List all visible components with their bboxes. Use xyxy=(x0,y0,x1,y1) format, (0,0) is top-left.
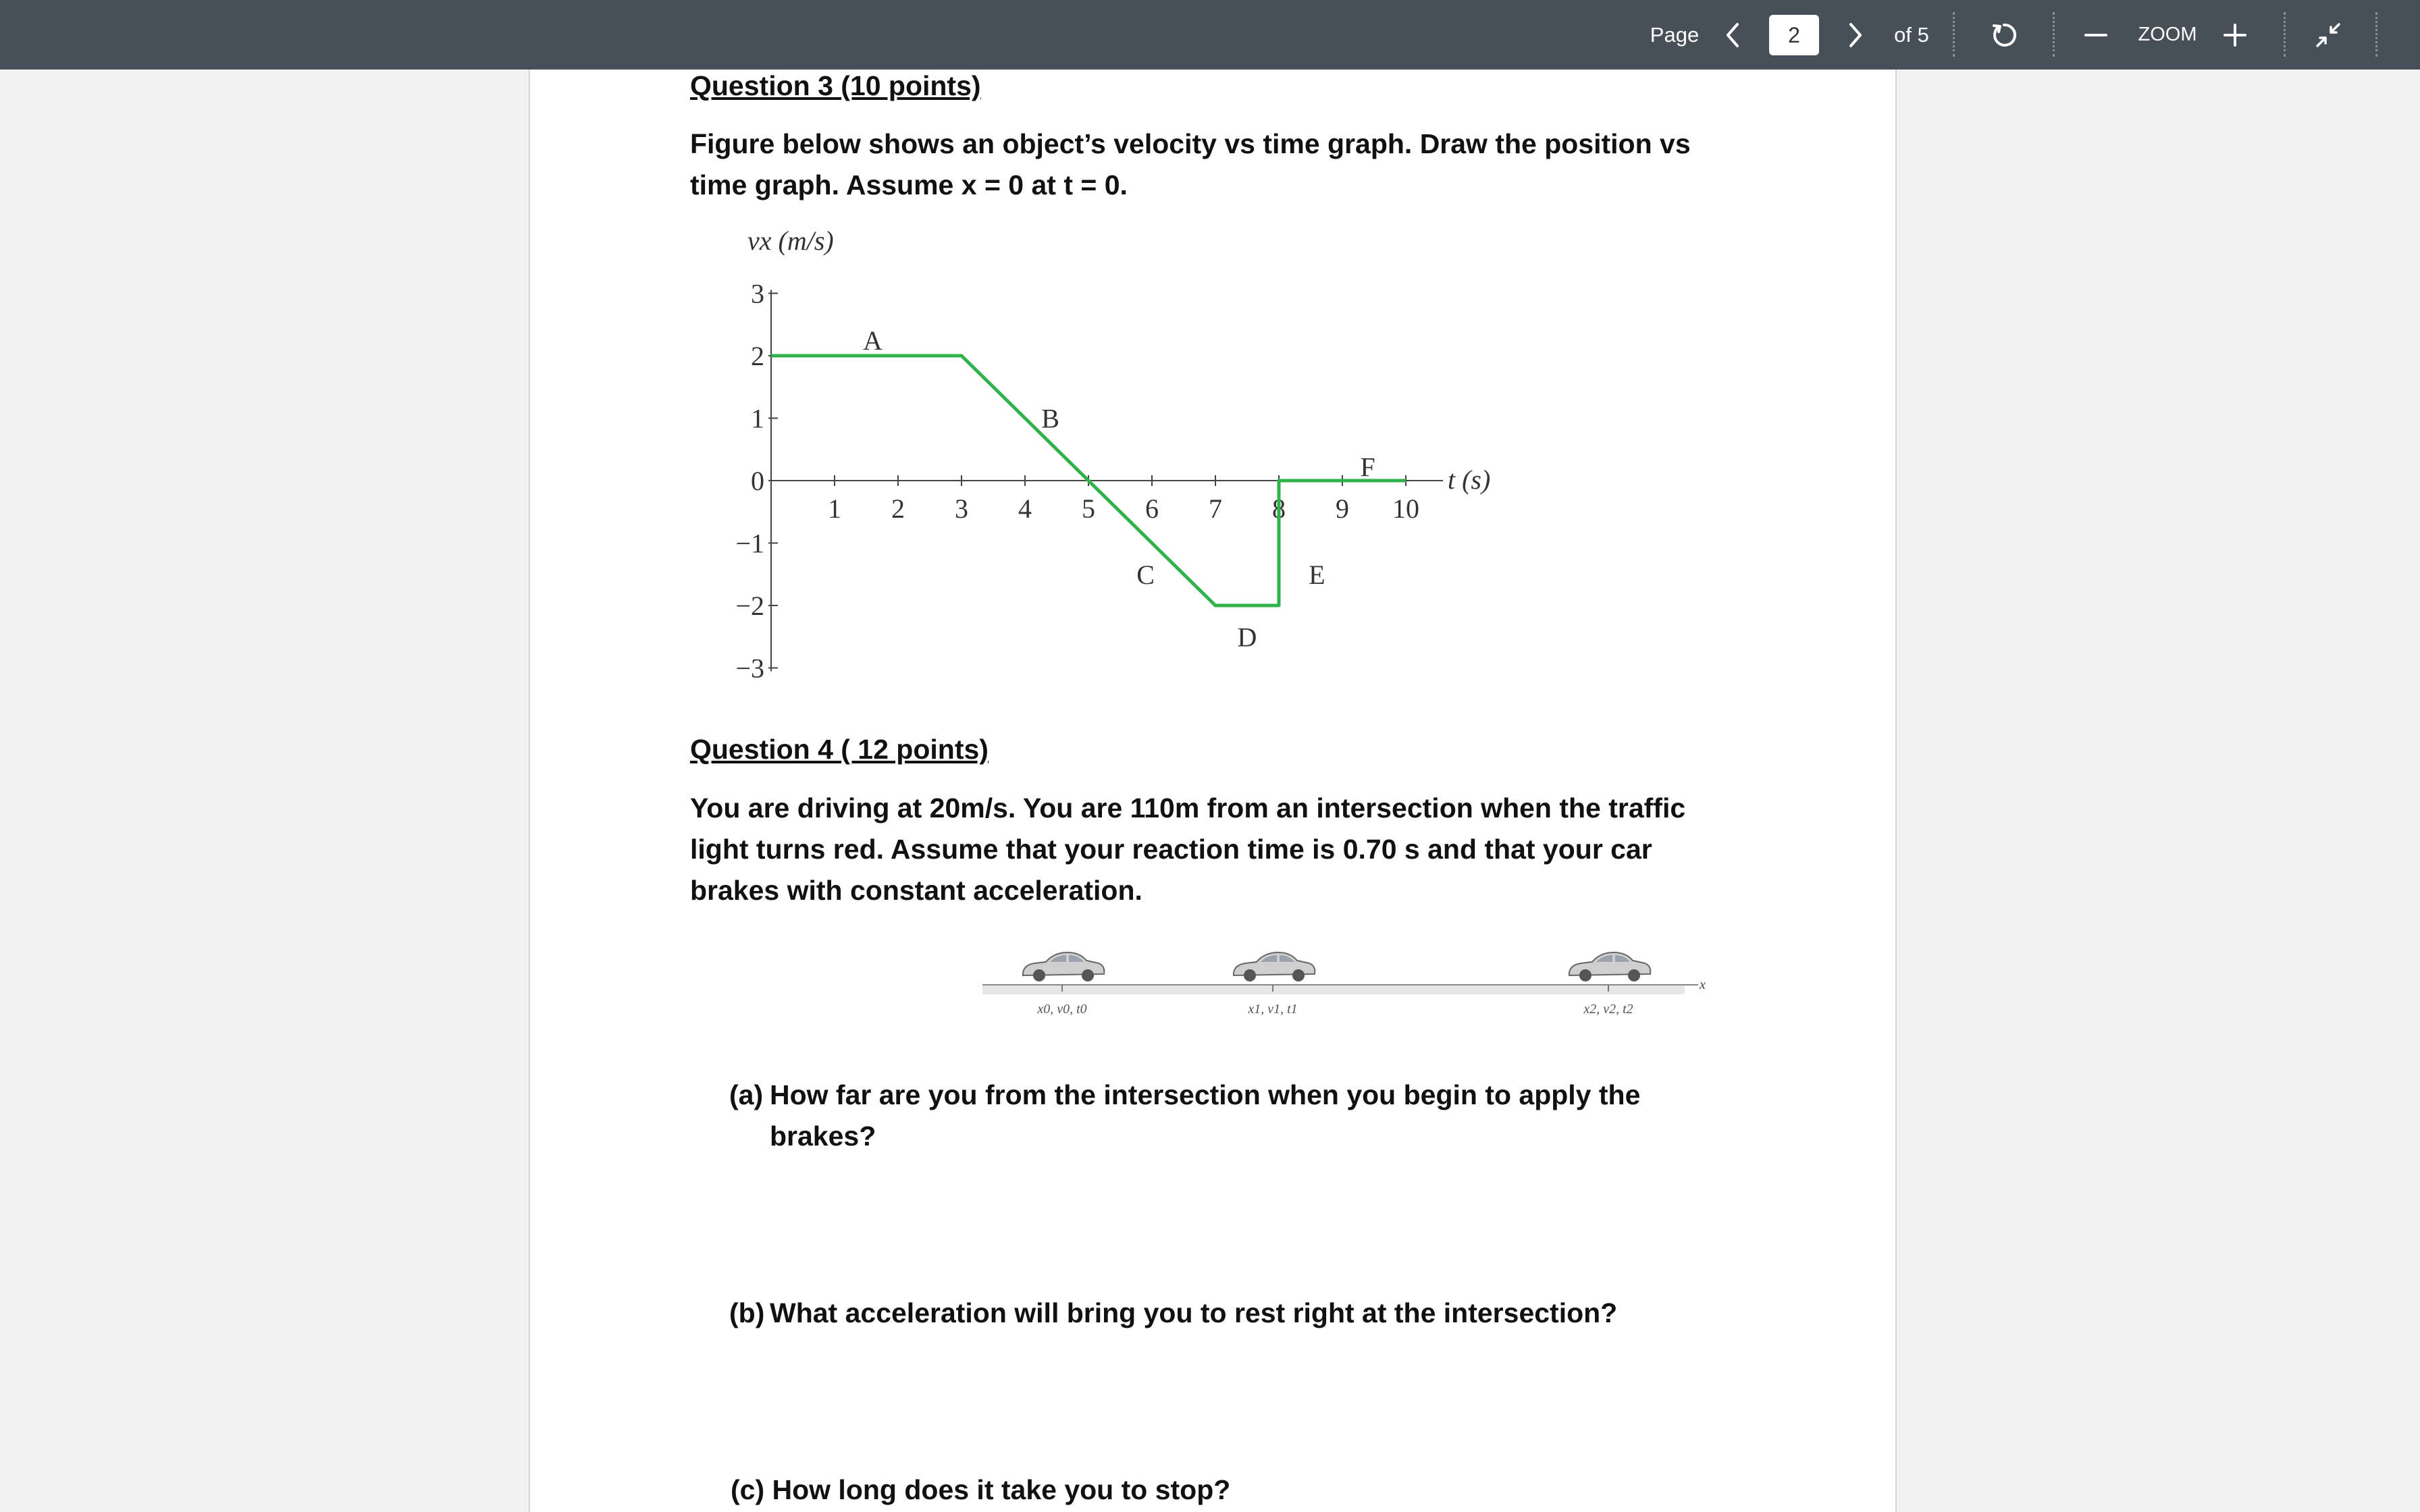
y-tick-label: 3 xyxy=(751,278,764,309)
question4-body-line1: You are driving at 20m/s. You are 110m from an intersection when the traffic xyxy=(690,792,1686,824)
segment-label-f: F xyxy=(1360,452,1375,483)
chevron-right-icon xyxy=(1847,22,1864,48)
x-tick-label: 5 xyxy=(1082,493,1095,524)
x-tick-label: 8 xyxy=(1272,493,1286,524)
car-image xyxy=(1023,952,1104,981)
x-tick-label: 7 xyxy=(1209,493,1222,524)
car-wheel xyxy=(1033,969,1045,981)
segment-label-e: E xyxy=(1309,559,1325,590)
position-label: x1, v1, t1 xyxy=(1248,1002,1298,1017)
car-wheel xyxy=(1628,969,1640,981)
part-c-text: (c) How long does it take you to stop? xyxy=(731,1474,1231,1505)
velocity-time-graph xyxy=(702,219,1546,699)
viewer-toolbar xyxy=(0,0,2420,70)
next-page-button[interactable] xyxy=(1843,0,1868,70)
car-wheel xyxy=(1579,969,1592,981)
toolbar-divider xyxy=(2053,12,2055,57)
chevron-left-icon xyxy=(1725,22,1741,48)
zoom-label: ZOOM xyxy=(2138,24,2197,45)
x-tick-label: 1 xyxy=(828,493,841,524)
y-tick-label: −2 xyxy=(735,591,764,621)
x-axis-label: t (s) xyxy=(1448,464,1491,495)
page-total: of 5 xyxy=(1894,22,1929,47)
question3-heading: Question 3 (10 points) xyxy=(690,70,981,101)
x-tick-label: 4 xyxy=(1018,493,1032,524)
y-tick-label: −1 xyxy=(735,528,764,559)
exit-fullscreen-button[interactable] xyxy=(2313,0,2343,70)
x-tick-label: 3 xyxy=(955,493,968,524)
x-tick-label: 6 xyxy=(1145,493,1159,524)
chart-layer xyxy=(735,225,1490,684)
question3-body-line1: Figure below shows an object’s velocity vs time graph. Draw the position vs xyxy=(690,128,1691,159)
part-b-marker: (b) xyxy=(729,1297,765,1328)
segment-label-a: A xyxy=(862,325,883,356)
rotate-icon xyxy=(1989,20,2019,50)
y-tick-label: 1 xyxy=(751,403,764,434)
segment-label-d: D xyxy=(1237,622,1257,653)
prev-page-button[interactable] xyxy=(1720,0,1745,70)
position-label: x0, v0, t0 xyxy=(1037,1002,1087,1017)
road xyxy=(982,985,1685,994)
car-wheel xyxy=(1082,969,1094,981)
toolbar-divider xyxy=(2375,12,2377,57)
question4-heading: Question 4 ( 12 points) xyxy=(690,734,989,765)
question4-body-line2: light turns red. Assume that your reaction time is 0.70 s and that your car xyxy=(690,834,1652,865)
car-wheel xyxy=(1244,969,1256,981)
y-tick-label: 2 xyxy=(751,341,764,371)
segment-label-c: C xyxy=(1136,559,1155,590)
car-image xyxy=(1569,952,1650,981)
toolbar-divider xyxy=(2284,12,2286,57)
y-axis-label: vx (m/s) xyxy=(747,225,834,256)
zoom-in-button[interactable] xyxy=(2221,0,2248,70)
y-tick-label: −3 xyxy=(735,653,764,684)
zoom-out-button[interactable] xyxy=(2084,0,2108,70)
x-tick-label: 9 xyxy=(1336,493,1349,524)
position-label: x2, v2, t2 xyxy=(1583,1002,1633,1017)
page-label: Page xyxy=(1650,22,1700,47)
minus-icon xyxy=(2084,32,2107,38)
x-axis-label: x xyxy=(1700,977,1706,992)
toolbar-divider xyxy=(1953,12,1955,57)
part-a-line1: How far are you from the intersection when you begin to apply the xyxy=(770,1079,1641,1110)
cars-figure xyxy=(982,942,1712,1029)
part-a-marker: (a) xyxy=(729,1079,764,1110)
part-a-line2: brakes? xyxy=(770,1120,876,1152)
car-wheel xyxy=(1292,969,1305,981)
segment-label-b: B xyxy=(1041,403,1059,434)
x-tick-label: 2 xyxy=(891,493,905,524)
y-tick-label: 0 xyxy=(751,466,764,496)
plus-icon xyxy=(2223,23,2247,47)
question3-body-line2: time graph. Assume x = 0 at t = 0. xyxy=(690,169,1128,200)
x-tick-label: 10 xyxy=(1392,493,1419,524)
part-b-text: What acceleration will bring you to rest right at the intersection? xyxy=(770,1297,1618,1328)
question4-body-line3: brakes with constant acceleration. xyxy=(690,875,1142,906)
car-image xyxy=(1234,952,1315,981)
rotate-button[interactable] xyxy=(1989,0,2019,70)
collapse-icon xyxy=(2315,22,2342,49)
page-number-input[interactable]: 2 xyxy=(1769,15,1819,55)
